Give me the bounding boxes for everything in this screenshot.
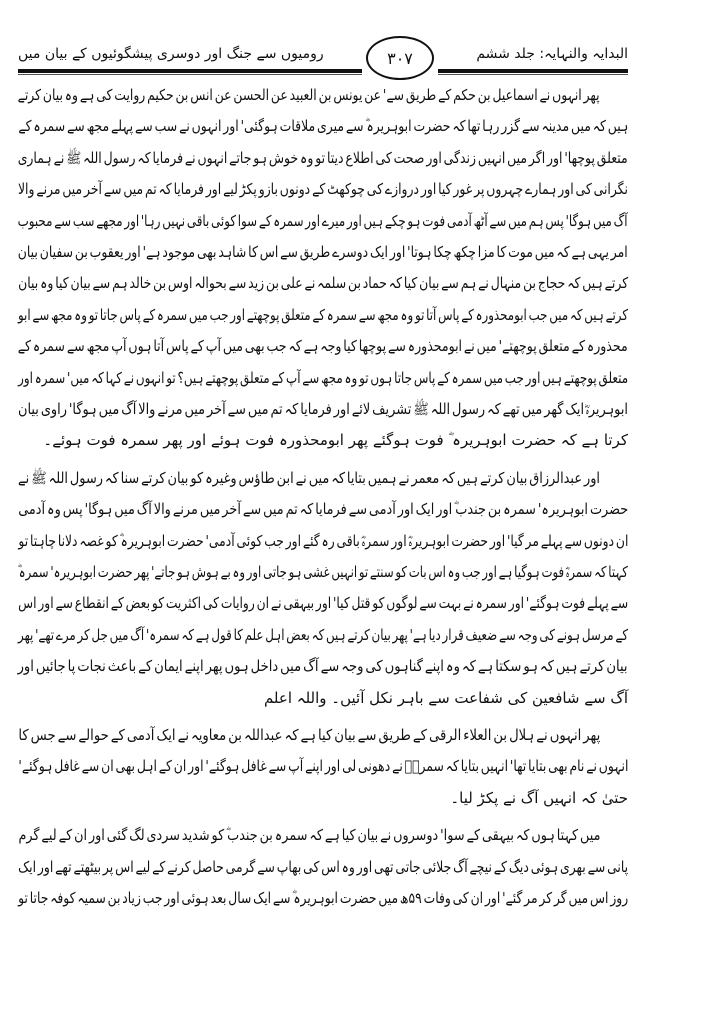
text-line-content: روز اس میں گر کر مر گئے' اور ان کی وفات ۵۹ھ میں حضرت ابوہریرہ ؓ سے ایک سال بعد ہوئی اور جب زیاد بن سمیہ کوفہ جاتا تو <box>18 889 628 907</box>
text-line <box>18 558 628 586</box>
text-line <box>18 112 628 140</box>
text-line-content: امر یہی ہے کہ میں موت کا مزا چکھ چکا ہوتا' اور ایک دوسرے طریق سے اس کا شاہد بھی موجود ہے' اور یعقوب بن سفیان بیان <box>18 243 628 261</box>
text-line <box>18 144 628 172</box>
text-line <box>18 301 628 329</box>
text-line-content: پھر انہوں نے ہلال بن العلاء الرقی کے طریق سے بیان کیا ہے کہ عبداللہ بن معاویہ نے ایک آدمی کے حوالے سے جس کا <box>18 726 600 744</box>
text-line <box>18 652 628 680</box>
header-rule-left <box>18 69 362 73</box>
text-line-content: محذورہ کے متعلق پوچھتے' میں نے ابومحذورہ سے پوچھا کیا وجہ ہے کہ جب بھی میں آپ کے پاس آتا ہوں آپ مجھ سے سمرہ کے <box>18 337 628 356</box>
text-line-content: آگ میں ہوگا' پس ہم میں سے آٹھ آدمی فوت ہو چکے ہیں اور میرے اور سمرہ کے سوا کوئی باقی نہیں رہا' اور مجھے سب سے محبوب <box>18 211 628 230</box>
text-line <box>18 426 628 454</box>
text-line-content: میں کہتا ہوں کہ بیہقی کے سوا' دوسروں نے بیان کیا ہے کہ سمرہ بن جندب ؓ کو شدید سردی لگ گئی اور ان کے لیے گرم <box>18 826 600 845</box>
text-line <box>18 853 628 881</box>
text-line-content: متعلق پوچھا' اور اگر میں انہیں زندگی اور صحت کی اطلاع دیتا تو وہ خوش ہو جاتے انہوں نے فرمایا کہ رسول اللہ ﷺ نے ہماری <box>18 148 628 167</box>
header-rule-right <box>438 69 628 73</box>
text-line <box>18 495 628 523</box>
text-line <box>18 752 628 780</box>
text-line <box>18 332 628 360</box>
text-line <box>18 684 628 712</box>
chapter-title: رومیوں سے جنگ اور دوسری پیشگوئیوں کے بیان میں <box>18 46 324 62</box>
text-line <box>18 207 628 235</box>
text-line <box>18 238 628 266</box>
text-line-content: کرتے ہیں کہ میں جب ابومحذورہ کے پاس آتا تو وہ مجھ سے سمرہ کے متعلق پوچھتے اور جب میں سمرہ کے پاس جاتا تو وہ مجھ سے ابو <box>18 305 628 324</box>
text-line <box>18 269 628 297</box>
text-line-content: کرتے ہیں کہ حجاج بن منہال نے ہم سے بیان کیا کہ حماد بن سلمہ نے علی بن زید سے بحوالہ اوس بن خالد ہم سے بیان کیا وہ بیان <box>18 274 628 293</box>
text-line <box>18 81 600 109</box>
text-line-content: انہوں نے نام بھی بتایا تھا' انہیں بتایا کہ سمرہؓ نے دھونی لی اور اپنے آپ سے غافل ہوگئے' اور ان کے اہل بھی ان سے غافل ہوگئے' <box>18 757 628 776</box>
page-number: ۳۰۷ <box>387 48 413 68</box>
text-line-content: پانی سے بھری ہوئی دیگ کے نیچے آگ جلائی جاتی تھی اور وہ اس کی بھاپ سے گرمی حاصل کرنے کے لیے اس پر بیٹھتے تھے اور ایک <box>18 857 628 876</box>
text-line-content: ابوہریرہؓ ایک گھر میں تھے کہ رسول اللہ ﷺ تشریف لائے اور فرمایا کہ تم میں سے آخر میں مرنے والا آگ میں ہوگا' راوی بیان <box>18 400 628 418</box>
text-line <box>18 589 628 617</box>
text-line-content: بیان کرتے ہیں کہ ہو سکتا ہے کہ وہ اپنے گناہوں کی وجہ سے آگ میں داخل ہوں پھر اپنے ایمان کے باعث نجات پا جائیں اور <box>18 657 628 676</box>
text-line <box>18 621 628 649</box>
text-line <box>18 821 600 849</box>
text-line <box>18 784 628 812</box>
text-line-content: متعلق پوچھتے ہیں اور جب میں سمرہ کے پاس جاتا ہوں تو وہ مجھ سے آپ کے متعلق پوچھتے ہیں؟ تو انہوں نے کہا کہ میں' سمرہ اور <box>18 368 628 387</box>
page-number-oval <box>366 36 434 80</box>
text-line-content: کرتا ہے کہ حضرت ابوہریرہ ؓ فوت ہوگئے پھر ابومحذورہ فوت ہوئے اور پھر سمرہ فوت ہوئے۔ <box>43 431 628 450</box>
text-line-content: پھر انہوں نے اسماعیل بن حکم کے طریق سے' عن یونس بن العبید عن الحسن عن انس بن حکیم روایت کی ہے وہ بیان کرتے <box>18 86 600 104</box>
text-line-content: کہتا کہ سمرہؓ فوت ہوگیا ہے اور جب وہ اس بات کو سنتے تو انہیں غشی ہو جاتی اور وہ بے ہوش ہو جاتے' پھر حضرت ابوہریرہ' سمرہ ؓ <box>18 563 628 581</box>
text-line-content: آگ سے شافعین کی شفاعت سے باہر نکل آئیں۔ واللہ اعلم <box>263 688 628 707</box>
text-line-content: کے مرسل ہونے کی وجہ سے ضعیف قرار دیا ہے' پھر بیان کرتے ہیں کہ بعض اہل علم کا قول ہے کہ سمرہ' آگ میں جل کر مرے تھے' پھر <box>18 625 628 644</box>
text-line-content: حضرت ابوہریرہ' سمرہ بن جندب ؓ اور ایک اور آدمی سے فرمایا کہ تم میں سے آخر میں مرنے والا آگ میں ہوگا' پس وہ آدمی <box>18 500 628 519</box>
text-line-content: سے پہلے فوت ہوگئے' اور سمرہ نے بہت سے لوگوں کو قتل کیا' اور بیہقی نے ان روایات کی اکثریت کو بعض کے انقطاع سے اور اس <box>18 594 628 613</box>
text-line <box>18 364 628 392</box>
text-line-content: ان دونوں سے پہلے مر گیا' اور حضرت ابوہریرہؓ اور سمرہؓ باقی رہ گئے اور جب کوئی آدمی' حضرت ابوہریرہ ؓ کو غصہ دلانا چاہتا تو <box>18 531 628 550</box>
text-line-content: نگرانی کی اور ہمارے چہروں پر غور کیا اور دروازے کی چوکھٹ کے دونوں بازو پکڑ لیے اور فرمایا کہ تم میں سے آخر میں مرنے والا <box>18 180 628 199</box>
text-line-content: حتیٰ کہ انہیں آگ نے پکڑ لیا۔ <box>450 788 628 807</box>
book-title: البدایہ والنہایہ: جلد ششم <box>476 46 628 62</box>
text-line <box>18 395 628 423</box>
text-line-content: ہیں کہ میں مدینہ سے گزر رہا تھا کہ حضرت ابوہریرہ ؓ سے میری ملاقات ہوگئی' اور انہوں نے سب سے پہلے مجھ سے سمرہ کے <box>18 117 628 136</box>
text-line <box>18 527 628 555</box>
text-line-content: اور عبدالرزاق بیان کرتے ہیں کہ معمر نے ہمیں بتایا کہ میں نے ابن طاؤس وغیرہ کو بیان کرتے سنا کہ رسول اللہ ﷺ نے <box>18 468 600 487</box>
text-line <box>18 175 628 203</box>
text-line <box>18 884 628 912</box>
text-line <box>18 464 600 492</box>
text-line <box>18 721 600 749</box>
